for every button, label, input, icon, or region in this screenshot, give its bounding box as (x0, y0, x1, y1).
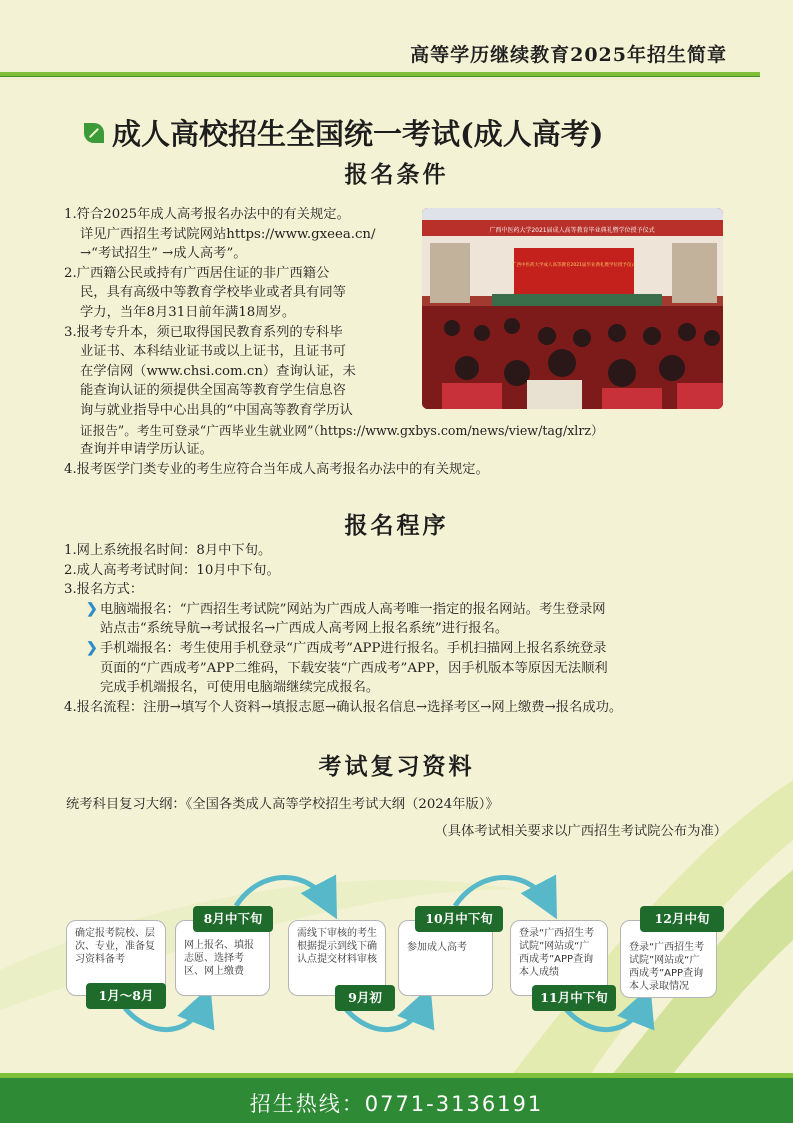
req-line: 询与就业指导中心出具的“中国高等教育学历认 (80, 402, 353, 418)
req-line: 1.符合2025年成人高考报名办法中的有关规定。 (64, 207, 350, 222)
req-line: →“考试招生” →成人高考”。 (80, 246, 247, 262)
main-title (84, 112, 603, 153)
section-title-review: 考试复习资料 (318, 753, 475, 780)
timeline-tag: 10月中下旬 (415, 906, 503, 932)
review-outline: 统考科目复习大纲：《全国各类成人高等学校招生考试大纲（2024年版）》 (66, 797, 499, 812)
timeline-tag: 11月中下旬 (532, 985, 616, 1011)
footer-hotline: 招生热线：0771-3136191 (249, 1092, 544, 1116)
leaf-icon (84, 123, 104, 143)
proc-bullet-line: 页面的“广西成考”APP二维码，下载安装“广西成考”APP，因手机版本等原因无法顺利 (100, 660, 608, 676)
timeline-tag: 1月～8月 (86, 983, 166, 1009)
header-title: 高等学历继续教育2025年招生简章 (410, 44, 727, 66)
proc-bullet-line: 完成手机端报名，可使用电脑端继续完成报名。 (100, 680, 380, 696)
chevron-right-icon: ❯ (86, 639, 98, 656)
timeline-card-text: 登录“广西招生考试院”网站或“广西成考”APP查询本人成绩 (519, 928, 595, 978)
section-title-requirements: 报名条件 (344, 161, 449, 188)
timeline-card-text: 网上报名、填报志愿、选择考区、网上缴费 (184, 940, 254, 977)
req-line: 4.报考医学门类专业的考生应符合当年成人高考报名办法中的有关规定。 (64, 461, 489, 477)
proc-bullet (64, 600, 764, 639)
proc-line: 3.报名方式： (64, 582, 144, 598)
timeline-card-text: 参加成人高考 (407, 942, 467, 953)
timeline-card-text: 确定报考院校、层次、专业，准备复习资料备考 (75, 928, 155, 965)
proc-bullet-line: 电脑端报名：“广西招生考试院”网站为广西成人高考唯一指定的报名网站。考生登录网 (100, 601, 606, 617)
review-note: （具体考试相关要求以广西招生考试院公布为准） (434, 824, 727, 839)
timeline-tag: 8月中下旬 (193, 906, 273, 932)
chevron-right-icon: ❯ (86, 600, 98, 617)
graduation-photo (422, 208, 723, 409)
proc-line: 1.网上系统报名时间：8月中下旬。 (64, 543, 272, 558)
req-line: 业证书、本科结业证书或以上证书，且证书可 (80, 344, 346, 360)
photo-screen-text: 广西中医药大学成人高等教育2021届毕业典礼暨学位授予仪式 (512, 263, 636, 268)
req-line: 在学信网（www.chsi.com.cn）查询认证，未 (80, 363, 356, 379)
timeline-card-text: 登录“广西招生考试院”网站或“广西成考”APP查询本人录取情况 (629, 942, 705, 992)
proc-bullet (64, 639, 764, 698)
proc-bullet-line: 手机端报名：考生使用手机登录“广西成考”APP进行报名。手机扫描网上报名系统登录 (100, 640, 607, 656)
section-title-procedure: 报名程序 (344, 512, 449, 539)
timeline-tag: 9月初 (335, 985, 395, 1011)
timeline-tag: 12月中旬 (640, 906, 724, 932)
proc-bullet-line: 站点击“系统导航→考试报名→广西成人高考网上报名系统”进行报名。 (100, 621, 509, 637)
procedure-list (64, 541, 764, 717)
proc-line: 4.报名流程：注册→填写个人资料→填报志愿→确认报名信息→选择考区→网上缴费→报名成功。 (64, 699, 623, 715)
req-line: 证报告”。考生可登录“广西毕业生就业网”（https://www.gxbys.com/news/view/tag/xlrz） (80, 422, 604, 438)
req-line: 学力，当年8月31日前年满18周岁。 (80, 304, 296, 320)
req-line: 能查询认证的须提供全国高等教育学生信息咨 (80, 383, 346, 399)
req-line: 详见广西招生考试院网站https://www.gxeea.cn/ (80, 226, 376, 242)
timeline-card-text: 需线下审核的考生根据提示到线下确认点提交材料审核 (297, 928, 377, 965)
req-line: 查询并申请学历认证。 (80, 442, 213, 458)
req-line: 民，具有高级中等教育学校毕业或者具有同等 (80, 285, 346, 301)
header-divider-thin (0, 76, 760, 77)
main-title-text: 成人高校招生全国统一考试(成人高考) (112, 117, 604, 151)
req-line: 3.报考专升本，须已取得国民教育系列的专科毕 (64, 324, 343, 340)
photo-banner-text: 广西中医药大学2021届成人高等教育毕业典礼暨学位授予仪式 (489, 227, 655, 234)
req-line: 2.广西籍公民或持有广西居住证的非广西籍公 (64, 265, 330, 281)
proc-line: 2.成人高考考试时间：10月中下旬。 (64, 562, 280, 578)
